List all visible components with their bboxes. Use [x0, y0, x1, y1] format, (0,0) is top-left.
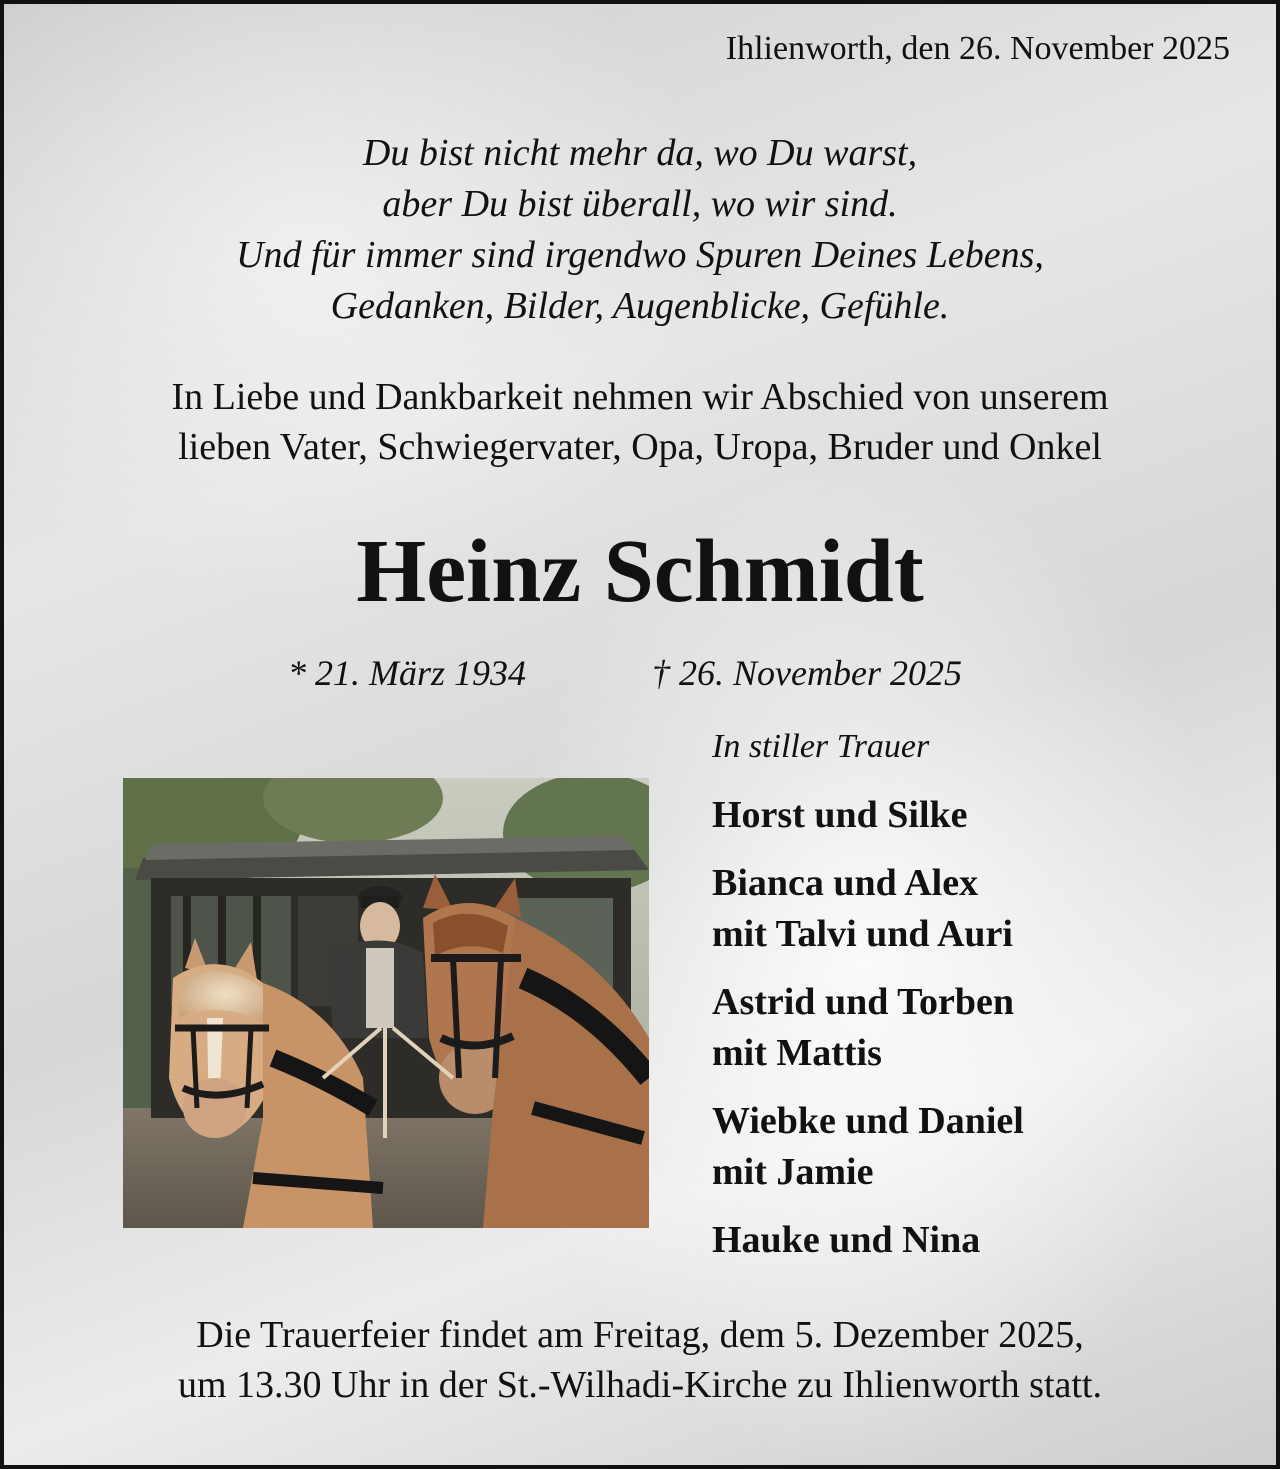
mourner-group [712, 858, 1024, 960]
mourner-group [712, 977, 1024, 1079]
poem-line: aber Du bist überall, wo wir sind. [382, 183, 898, 225]
mourners-list [712, 790, 1024, 1283]
poem-line: Du bist nicht mehr da, wo Du warst, [362, 132, 918, 174]
memorial-poem [4, 128, 1276, 332]
funeral-service-info [4, 1310, 1276, 1410]
mourner-line: Wiebke und Daniel [712, 1100, 1024, 1142]
poem-line: Und für immer sind irgendwo Spuren Deines Lebens, [236, 234, 1044, 276]
mourner-line: Hauke und Nina [712, 1219, 981, 1261]
death-date: † 26. November 2025 [652, 653, 962, 693]
poem-line: Gedanken, Bilder, Augenblicke, Gefühle. [330, 285, 950, 327]
mourner-line: mit Talvi und Auri [712, 913, 1013, 955]
intro-line: lieben Vater, Schwiegervater, Opa, Uropa, Bruder und Onkel [178, 426, 1102, 468]
mourning-intro: In stiller Trauer [712, 728, 930, 765]
memorial-photo [123, 778, 649, 1228]
mourner-group [712, 1215, 1024, 1266]
service-line: um 13.30 Uhr in der St.-Wilhadi-Kirche zu Ihlienworth statt. [178, 1364, 1102, 1406]
mourner-line: mit Mattis [712, 1032, 882, 1074]
mourner-line: mit Jamie [712, 1151, 874, 1193]
deceased-name: Heinz Schmidt [356, 522, 924, 621]
mourner-group [712, 790, 1024, 841]
mourner-line: Bianca und Alex [712, 862, 979, 904]
birth-date: * 21. März 1934 [288, 653, 527, 693]
horse-carriage-photo [123, 778, 649, 1228]
farewell-intro [4, 372, 1276, 472]
intro-line: In Liebe und Dankbarkeit nehmen wir Abschied von unserem [171, 376, 1109, 418]
mourner-line: Horst und Silke [712, 794, 968, 836]
place-and-date: Ihlienworth, den 26. November 2025 [725, 30, 1230, 67]
service-line: Die Trauerfeier findet am Freitag, dem 5. Dezember 2025, [196, 1314, 1084, 1356]
mourner-group [712, 1096, 1024, 1198]
mourner-line: Astrid und Torben [712, 981, 1015, 1023]
